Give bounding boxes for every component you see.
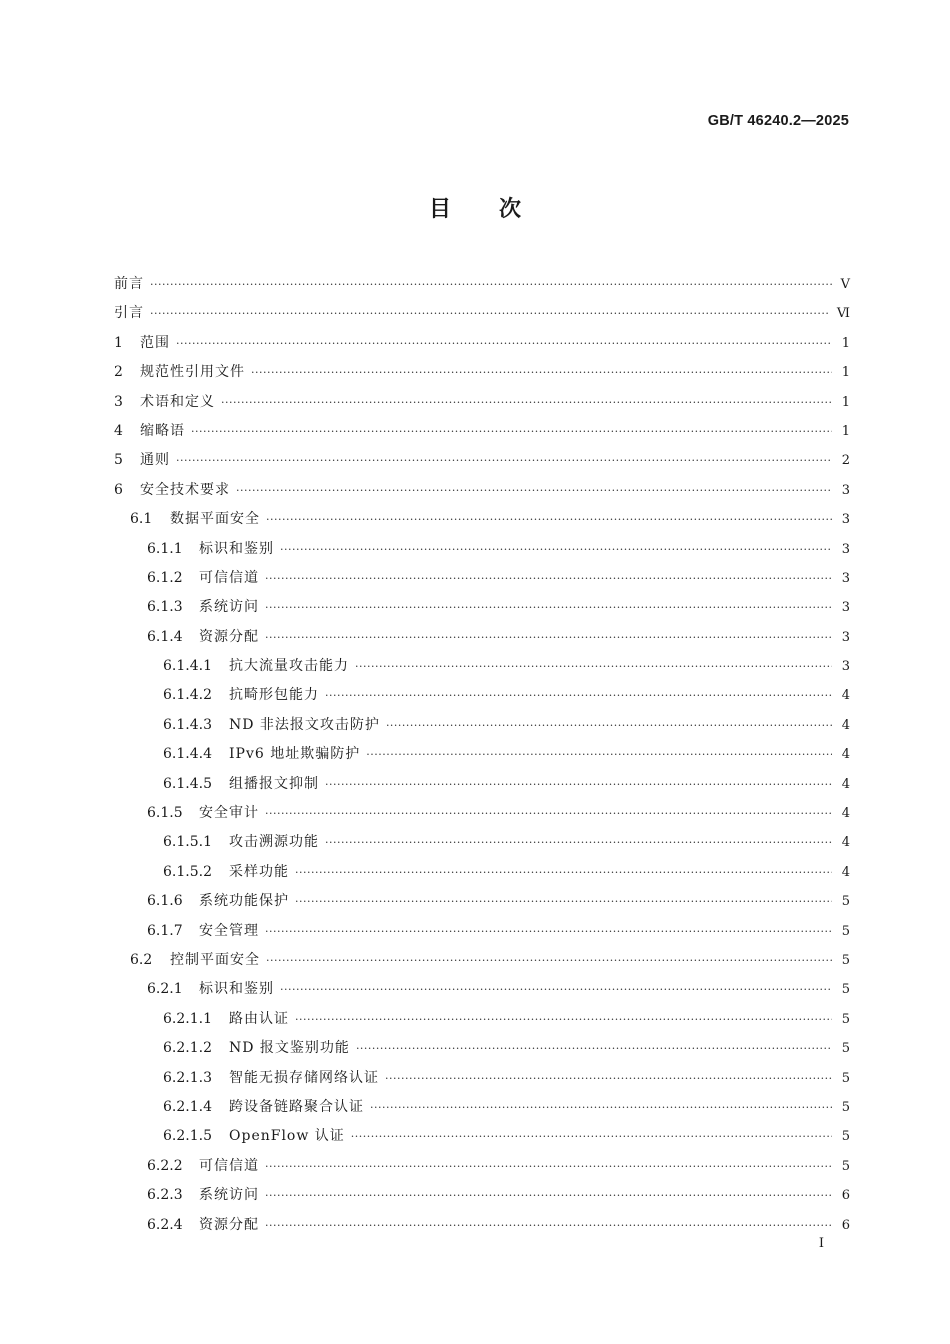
toc-dot-leader xyxy=(265,623,832,652)
toc-entry-number: 5 xyxy=(114,452,123,469)
toc-entry-number: 1 xyxy=(114,334,123,351)
toc-entry-page: 5 xyxy=(841,1070,850,1086)
toc-dot-leader xyxy=(295,858,832,887)
toc-entry-number: 6.2 xyxy=(130,951,153,968)
toc-entry-title: 术语和定义 xyxy=(140,393,215,410)
toc-entry[interactable] xyxy=(114,417,850,446)
toc-entry-page: Ⅴ xyxy=(840,277,850,292)
toc-entry-number: 6.1.5.2 xyxy=(163,863,212,880)
toc-entry-number: 6.1.5 xyxy=(147,805,183,822)
toc-dot-leader xyxy=(266,505,832,534)
toc-entry[interactable] xyxy=(114,476,850,505)
toc-entry-title: 范围 xyxy=(140,334,170,351)
toc-dot-leader xyxy=(265,1211,832,1240)
toc-entry[interactable] xyxy=(114,270,850,299)
toc-entry-page: Ⅵ xyxy=(836,306,850,322)
toc-dot-leader xyxy=(295,1005,832,1034)
toc-entry-title: 抗大流量攻击能力 xyxy=(229,658,349,675)
toc-entry-title: 攻击溯源功能 xyxy=(229,834,319,851)
toc-dot-leader xyxy=(386,711,832,740)
toc-entry[interactable] xyxy=(114,1181,850,1210)
toc-entry-number: 6.2.1.2 xyxy=(163,1040,212,1057)
toc-entry-page: 1 xyxy=(841,394,850,410)
toc-dot-leader xyxy=(265,1152,832,1181)
toc-entry-number: 6.1.4.4 xyxy=(163,746,212,763)
toc-entry-number: 3 xyxy=(114,393,123,410)
toc-entry-title: 通则 xyxy=(140,452,170,469)
toc-entry-title: ND 非法报文攻击防护 xyxy=(229,716,380,733)
toc-entry-page: 5 xyxy=(841,982,850,998)
toc-entry[interactable] xyxy=(114,388,850,417)
toc-dot-leader xyxy=(280,975,832,1004)
toc-entry-title: 可信信道 xyxy=(199,569,259,586)
toc-dot-leader xyxy=(265,917,832,946)
toc-entry-title: 资源分配 xyxy=(199,1216,259,1233)
toc-entry-title: 安全审计 xyxy=(199,805,259,822)
toc-entry-page: 5 xyxy=(841,1099,850,1115)
toc-entry-title: 前言 xyxy=(114,276,144,292)
toc-entry[interactable] xyxy=(114,593,850,622)
toc-entry[interactable] xyxy=(114,975,850,1004)
toc-entry-page: 5 xyxy=(841,1129,850,1145)
toc-entry-page: 1 xyxy=(841,423,850,439)
toc-entry-page: 5 xyxy=(841,952,850,968)
toc-entry-page: 5 xyxy=(841,894,850,910)
toc-entry[interactable] xyxy=(114,1122,850,1151)
toc-entry-page: 4 xyxy=(841,747,850,763)
toc-entry[interactable] xyxy=(114,1064,850,1093)
toc-dot-leader xyxy=(265,564,832,593)
toc-entry-page: 4 xyxy=(841,806,850,822)
toc-entry-title: 组播报文抑制 xyxy=(229,775,319,792)
toc-dot-leader xyxy=(251,358,832,387)
toc-entry-number: 6.2.2 xyxy=(147,1157,183,1174)
toc-entry-page: 3 xyxy=(841,570,850,586)
toc-entry-number: 6.1.1 xyxy=(147,540,183,557)
toc-entry-title: OpenFlow 认证 xyxy=(229,1128,345,1145)
toc-entry-page: 3 xyxy=(841,629,850,645)
toc-entry-number: 6.1.3 xyxy=(147,599,183,616)
toc-entry-number: 6.2.4 xyxy=(147,1216,183,1233)
toc-entry-title: 系统访问 xyxy=(199,599,259,616)
toc-entry-title: 系统功能保护 xyxy=(199,893,289,910)
toc-dot-leader xyxy=(266,946,832,975)
toc-entry-title: 控制平面安全 xyxy=(170,951,260,968)
toc-entry-page: 2 xyxy=(841,453,850,469)
toc-entry[interactable] xyxy=(114,446,850,475)
toc-entry-number: 6.2.3 xyxy=(147,1187,183,1204)
toc-dot-leader xyxy=(355,652,832,681)
toc-dot-leader xyxy=(370,1093,832,1122)
toc-entry[interactable] xyxy=(114,858,850,887)
toc-entry[interactable] xyxy=(114,887,850,916)
toc-entry[interactable] xyxy=(114,1005,850,1034)
toc-entry[interactable] xyxy=(114,1152,850,1181)
toc-entry-number: 6.1.4.5 xyxy=(163,775,212,792)
toc-entry-page: 3 xyxy=(841,512,850,528)
toc-entry-page: 6 xyxy=(841,1188,850,1204)
toc-entry-number: 6.1.6 xyxy=(147,893,183,910)
toc-entry-title: 标识和鉴别 xyxy=(199,540,274,557)
toc-entry-title: 系统访问 xyxy=(199,1187,259,1204)
toc-entry-title: 安全管理 xyxy=(199,922,259,939)
toc-entry-number: 6 xyxy=(114,481,123,498)
toc-entry-title: 可信信道 xyxy=(199,1157,259,1174)
toc-entry-page: 3 xyxy=(841,659,850,675)
toc-entry-title: 智能无损存储网络认证 xyxy=(229,1069,379,1086)
toc-entry[interactable] xyxy=(114,711,850,740)
toc-entry[interactable] xyxy=(114,770,850,799)
toc-entry-number: 4 xyxy=(114,422,123,439)
toc-entry-page: 1 xyxy=(841,335,850,351)
toc-entry-title: 跨设备链路聚合认证 xyxy=(229,1098,364,1115)
toc-dot-leader xyxy=(265,593,832,622)
toc-entry-number: 6.1.2 xyxy=(147,569,183,586)
toc-entry-title: 规范性引用文件 xyxy=(140,364,245,381)
toc-entry-number: 6.2.1.1 xyxy=(163,1010,212,1027)
toc-entry-title: 抗畸形包能力 xyxy=(229,687,319,704)
toc-entry-page: 3 xyxy=(841,541,850,557)
toc-entry-page: 3 xyxy=(841,482,850,498)
toc-entry[interactable] xyxy=(114,652,850,681)
page-title: 目次 xyxy=(428,197,569,222)
table-of-contents xyxy=(114,270,850,1240)
toc-entry-page: 5 xyxy=(841,1011,850,1027)
toc-entry-number: 6.1.5.1 xyxy=(163,834,212,851)
toc-dot-leader xyxy=(325,770,832,799)
toc-entry-title: 路由认证 xyxy=(229,1010,289,1027)
toc-entry-title: IPv6 地址欺骗防护 xyxy=(229,746,361,763)
toc-entry-number: 6.1.4 xyxy=(147,628,183,645)
toc-entry[interactable] xyxy=(114,1093,850,1122)
toc-entry[interactable] xyxy=(114,828,850,857)
footer-page-number: Ⅰ xyxy=(818,1236,824,1251)
toc-entry-title: 资源分配 xyxy=(199,628,259,645)
toc-entry[interactable] xyxy=(114,623,850,652)
toc-entry-title: 引言 xyxy=(114,305,144,322)
toc-entry-title: 安全技术要求 xyxy=(140,481,230,498)
toc-dot-leader xyxy=(295,887,832,916)
toc-entry-number: 6.2.1.3 xyxy=(163,1069,212,1086)
toc-entry-page: 4 xyxy=(841,835,850,851)
toc-entry[interactable] xyxy=(114,740,850,769)
toc-entry[interactable] xyxy=(114,299,850,328)
toc-entry[interactable] xyxy=(114,535,850,564)
toc-entry-page: 5 xyxy=(841,1041,850,1057)
toc-entry-number: 6.1.4.1 xyxy=(163,658,212,675)
toc-dot-leader xyxy=(265,1181,832,1210)
toc-entry[interactable] xyxy=(114,1034,850,1063)
toc-dot-leader xyxy=(150,299,829,328)
toc-entry[interactable] xyxy=(114,946,850,975)
toc-entry-number: 6.2.1 xyxy=(147,981,183,998)
toc-entry[interactable] xyxy=(114,505,850,534)
toc-dot-leader xyxy=(176,329,832,358)
toc-entry-page: 4 xyxy=(841,717,850,733)
toc-entry-number: 6.1.4.3 xyxy=(163,716,212,733)
toc-entry-page: 4 xyxy=(841,864,850,880)
toc-entry[interactable] xyxy=(114,799,850,828)
toc-dot-leader xyxy=(325,828,832,857)
toc-entry-page: 4 xyxy=(841,776,850,792)
toc-entry-number: 6.1.7 xyxy=(147,922,183,939)
toc-entry-number: 2 xyxy=(114,364,123,381)
toc-entry-number: 6.1 xyxy=(130,511,153,528)
toc-entry-page: 5 xyxy=(841,1158,850,1174)
toc-entry[interactable] xyxy=(114,358,850,387)
standard-code: GB/T 46240.2—2025 xyxy=(707,113,849,129)
toc-dot-leader xyxy=(280,535,832,564)
toc-dot-leader xyxy=(221,388,832,417)
toc-entry[interactable] xyxy=(114,917,850,946)
toc-entry[interactable] xyxy=(114,681,850,710)
toc-dot-leader xyxy=(356,1034,832,1063)
toc-dot-leader xyxy=(366,740,832,769)
toc-entry-page: 5 xyxy=(841,923,850,939)
toc-entry-page: 1 xyxy=(841,365,850,381)
toc-dot-leader xyxy=(265,799,832,828)
toc-entry-title: 标识和鉴别 xyxy=(199,981,274,998)
toc-entry-title: ND 报文鉴别功能 xyxy=(229,1040,350,1057)
toc-dot-leader xyxy=(176,446,832,475)
toc-dot-leader xyxy=(236,476,832,505)
toc-entry-number: 6.2.1.5 xyxy=(163,1128,212,1145)
toc-entry-title: 采样功能 xyxy=(229,863,289,880)
toc-dot-leader xyxy=(385,1064,832,1093)
toc-entry[interactable] xyxy=(114,329,850,358)
toc-entry-title: 数据平面安全 xyxy=(170,511,260,528)
toc-entry[interactable] xyxy=(114,1211,850,1240)
toc-entry-page: 3 xyxy=(841,600,850,616)
toc-entry[interactable] xyxy=(114,564,850,593)
toc-entry-title: 缩略语 xyxy=(140,422,185,439)
toc-entry-page: 6 xyxy=(841,1217,850,1233)
toc-entry-number: 6.2.1.4 xyxy=(163,1098,212,1115)
toc-entry-page: 4 xyxy=(841,688,850,704)
toc-dot-leader xyxy=(191,417,832,446)
toc-dot-leader xyxy=(325,681,832,710)
toc-dot-leader xyxy=(351,1122,832,1151)
toc-entry-number: 6.1.4.2 xyxy=(163,687,212,704)
toc-dot-leader xyxy=(150,270,832,299)
